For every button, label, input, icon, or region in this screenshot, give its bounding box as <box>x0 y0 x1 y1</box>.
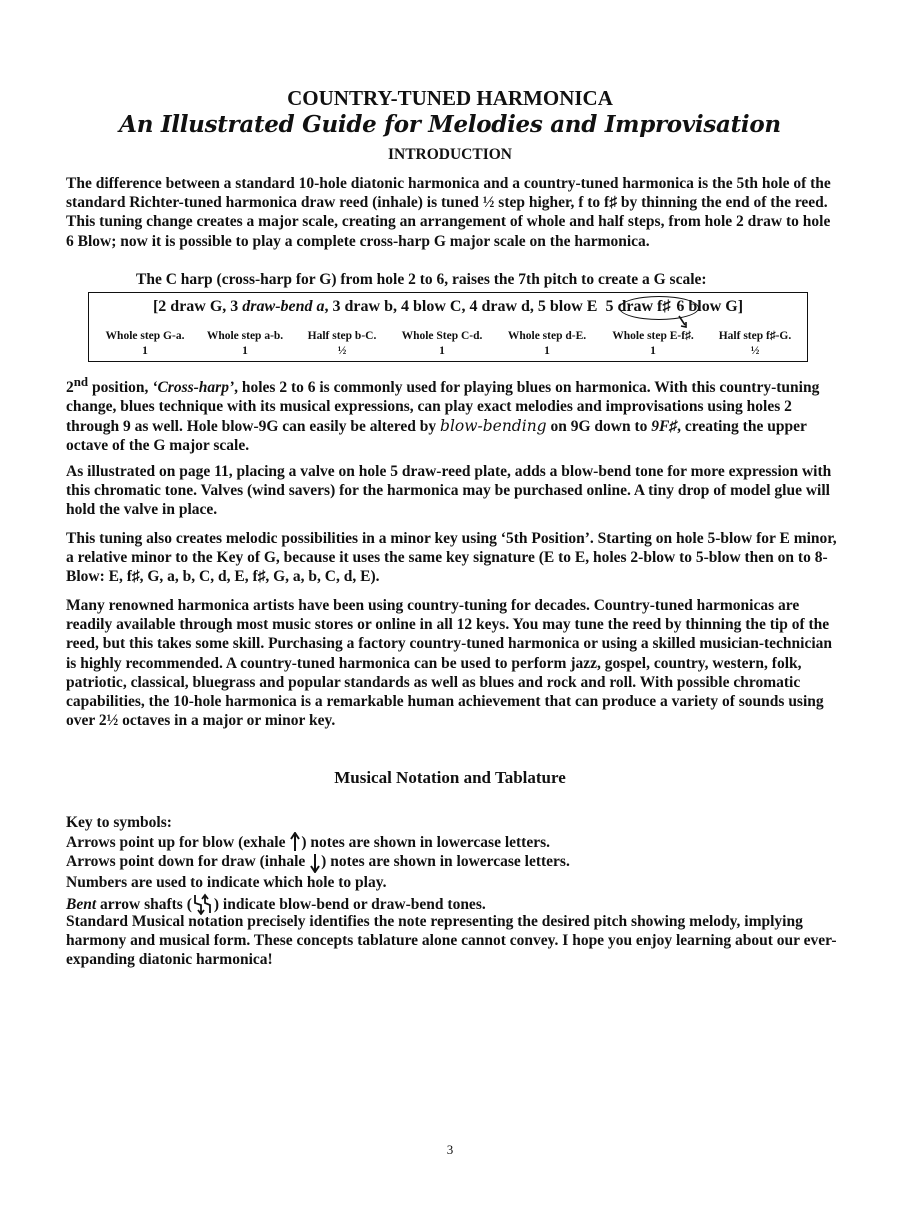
step-label: Whole step d-E. <box>507 330 587 342</box>
key-line-draw <box>66 852 846 873</box>
blow-bending-term: blow-bending <box>440 416 547 435</box>
step-item <box>97 329 193 359</box>
key-line-numbers: Numbers are used to indicate which hole to play. <box>66 874 387 892</box>
step-label: Whole step a-b. <box>206 330 284 342</box>
text-run: ) notes are shown in lowercase letters. <box>301 834 551 852</box>
artists-paragraph: Many renowned harmonica artists have been using country-tuning for decades. Country-tuned harmonicas are readily available through most music stores or online in all 12 keys. You may tune the reed by thinning the tip of the reed, but this takes some skill. Purchasing a factory country-tuned harmonica or using a skilled musician-technician is highly recommended. A country-tuned harmonica can be used to perform jazz, gospel, country, western, folk, patriotic, classical, bluegrass and popular standards as well as blues and rock and roll. With possible chromatic capabilities, the 10-hole harmonica is a remarkable human achievement that can produce a variety of sounds using over 2½ octaves in a major or minor key. <box>66 597 833 730</box>
step-item <box>297 329 387 359</box>
text-run: , creating the upper octave of the G major scale. <box>66 417 807 454</box>
step-label: Half step b-C. <box>307 330 377 342</box>
step-value: 1 <box>439 345 445 357</box>
valve-paragraph: As illustrated on page 11, placing a valve on hole 5 draw-reed plate, adds a blow-bend tone for more expression with this chromatic tone. Valves (wind savers) for the harmonica may be purchased online. A tiny drop of model glue will hold the valve in place. <box>66 463 832 519</box>
step-label: Half step f♯-G. <box>718 330 792 342</box>
scale-bend-part: draw-bend a <box>242 298 325 315</box>
notation-paragraph: Standard Musical notation precisely identifies the note representing the desired pitch showing melody, implying harmony and musical form. These concepts tablature alone cannot convey. I hope you enjoy learning about our ever-expanding diatonic harmonica! <box>66 913 837 969</box>
step-item <box>601 329 705 359</box>
ordinal-suffix: nd <box>73 374 89 389</box>
scale-box <box>88 292 808 362</box>
key-to-symbols <box>66 813 846 915</box>
text-run: Arrows point down for draw (inhale <box>66 853 310 871</box>
step-item <box>497 329 597 359</box>
text-run: ) notes are shown in lowercase letters. <box>321 853 570 871</box>
arrow-up-icon <box>290 832 300 852</box>
text-run: on 9G down to <box>546 417 652 435</box>
ordinal-number: 2 <box>66 379 74 397</box>
key-line-blow <box>66 832 846 852</box>
step-label: Whole step G-a. <box>105 330 185 342</box>
bent-term: Bent <box>66 895 97 913</box>
key-title: Key to symbols: <box>66 814 172 831</box>
scale-part: , 3 draw b, 4 blow C, 4 draw d, 5 blow E <box>324 298 598 315</box>
note-term: 9F♯ <box>651 417 678 435</box>
text-run: arrow shafts ( <box>96 895 192 913</box>
scale-part: 6 blow G] <box>676 298 744 315</box>
page-number: 3 <box>446 1142 454 1157</box>
page-subtitle: An Illustrated Guide for Melodies and Improvisation <box>119 111 781 138</box>
text-run: , holes 2 to 6 is commonly used for playing blues on harmonica. With this country-tuning change, blues technique with its musical expressions, can play exact melodies and improvisations using holes 2 through 9 as well. Hole blow-9G can easily be altered by <box>66 379 820 435</box>
scale-circled-note: 5 draw f♯ <box>605 298 671 315</box>
scale-part: [2 draw G, 3 <box>152 298 243 315</box>
introduction-heading: INTRODUCTION <box>387 146 512 163</box>
page-title: COUNTRY-TUNED HARMONICA <box>287 86 613 110</box>
text-run: ) indicate blow-bend or draw-bend tones. <box>213 895 486 913</box>
scale-intro-text: The C harp (cross-harp for G) from hole 2 to 6, raises the 7th pitch to create a G scale: <box>136 271 707 288</box>
cross-harp-paragraph <box>66 372 841 455</box>
section-heading: Musical Notation and Tablature <box>334 768 566 787</box>
step-label: Whole step E-f♯. <box>612 330 694 342</box>
step-value: 1 <box>142 345 148 357</box>
step-value: 1 <box>242 345 248 357</box>
step-item <box>389 329 495 359</box>
arrow-down-icon <box>677 315 691 329</box>
intro-paragraph: The difference between a standard 10-hole diatonic harmonica and a country-tuned harmonica is the 5th hole of the standard Richter-tuned harmonica draw reed (inhale) is tuned ½ step higher, f to f♯ by thinning the end of the reed. This tuning change creates a major scale, creating an arrangement of whole and half steps, from hole 2 draw to hole 6 Blow; now it is possible to play a complete cross-harp G major scale on the harmonica. <box>66 175 831 250</box>
minor-key-paragraph: This tuning also creates melodic possibilities in a minor key using ‘5th Position’. Starting on hole 5-blow for E minor, a relative minor to the Key of G, because it uses the same key signature (E to E, holes 2-blow to 5-blow then on to 8-Blow: E, f♯, G, a, b, C, d, E, f♯, G, a, b, C, d, E). <box>66 530 837 586</box>
cross-harp-term: ‘Cross-harp’ <box>152 379 235 397</box>
arrow-down-icon <box>310 853 320 873</box>
step-value: ½ <box>337 345 347 357</box>
step-item <box>197 329 293 359</box>
text-run: Arrows point up for blow (exhale <box>66 834 290 852</box>
step-value: 1 <box>650 345 656 357</box>
text-run: position, <box>88 379 153 397</box>
step-value: 1 <box>544 345 550 357</box>
step-label: Whole Step C-d. <box>401 330 483 342</box>
scale-line <box>89 298 807 316</box>
step-item <box>707 329 803 359</box>
step-value: ½ <box>750 345 760 357</box>
